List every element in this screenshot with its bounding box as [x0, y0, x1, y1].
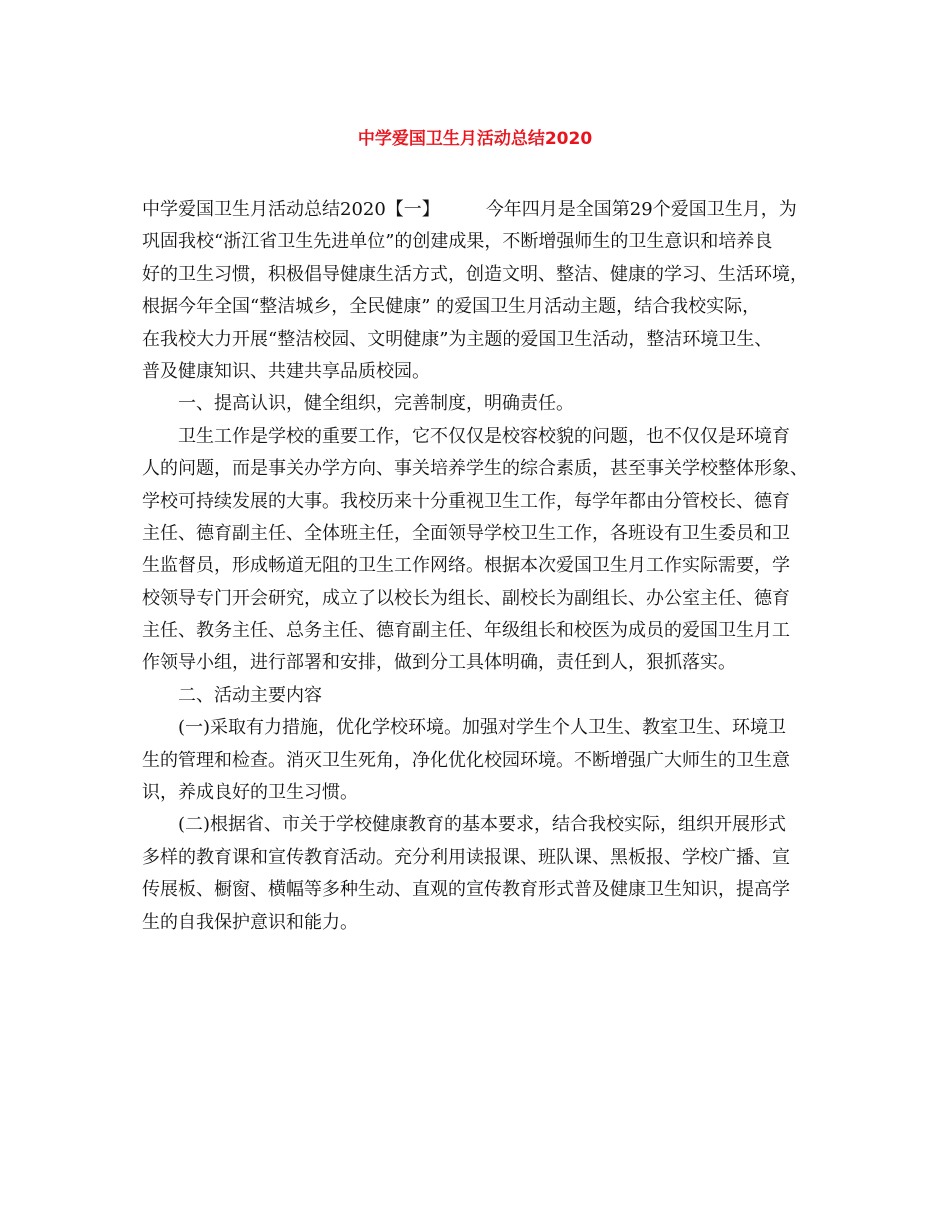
section1-heading-line: [142, 388, 812, 420]
text-line: 主任、教务主任、总务主任、德育副主任、年级组长和校医为成员的爱国卫生月工: [142, 620, 790, 642]
section2-item1-first-line: [142, 712, 812, 744]
text-line: 识，养成良好的卫生习惯。: [142, 782, 358, 804]
section2-heading-line: [142, 680, 812, 712]
section2-item2-first-line: [142, 809, 812, 841]
intro-heading: 中学爱国卫生月活动总结2020【一】: [142, 199, 440, 220]
text-line: 巩固我校“浙江省卫生先进单位”的创建成果，不断增强师生的卫生意识和培养良: [142, 231, 773, 253]
text-line: 生的自我保护意识和能力。: [142, 911, 358, 933]
text-line: 普及健康知识、共建共享品质校园。: [142, 360, 430, 382]
intro-first-line: [142, 194, 812, 226]
section2-item2-first-text: (二)根据省、市关于学校健康教育的基本要求，结合我校实际，组织开展形式: [178, 814, 787, 836]
text-line: 人的问题，而是事关办学方向、事关培养学生的综合素质，甚至事关学校整体形象、: [142, 458, 808, 480]
section2-heading: 二、活动主要内容: [178, 684, 322, 706]
text-line: 作领导小组，进行部署和安排，做到分工具体明确，责任到人，狠抓落实。: [142, 652, 736, 674]
document-title: 中学爱国卫生月活动总结2020: [357, 129, 593, 149]
document-body: [142, 194, 812, 939]
text-line: 校领导专门开会研究，成立了以校长为组长、副校长为副组长、办公室主任、德育: [142, 587, 790, 609]
text-line: 多样的教育课和宣传教育活动。充分利用读报课、班队课、黑板报、学校广播、宣: [142, 846, 790, 868]
text-line: 生的管理和检查。消灭卫生死角，净化优化校园环境。不断增强广大师生的卫生意: [142, 749, 790, 771]
section1-para-first-text: 卫生工作是学校的重要工作，它不仅仅是校容校貌的问题，也不仅仅是环境育: [178, 425, 790, 447]
text-line: 生监督员，形成畅道无阻的卫生工作网络。根据本次爱国卫生月工作实际需要，学: [142, 555, 790, 577]
section2-item1-first-text: (一)采取有力措施，优化学校环境。加强对学生个人卫生、教室卫生、环境卫: [178, 717, 787, 739]
text-line: 传展板、橱窗、横幅等多种生动、直观的宣传教育形式普及健康卫生知识，提高学: [142, 879, 790, 901]
text-line: 好的卫生习惯，积极倡导健康生活方式，创造文明、整洁、健康的学习、生活环境，: [142, 263, 808, 285]
intro-first-line-text: 今年四月是全国第29个爱国卫生月，为: [485, 199, 797, 220]
text-line: 主任、德育副主任、全体班主任，全面领导学校卫生工作，各班设有卫生委员和卫: [142, 522, 790, 544]
section1-para-first-line: [142, 421, 812, 453]
section1-heading: 一、提高认识，健全组织，完善制度，明确责任。: [178, 393, 574, 415]
text-line: 学校可持续发展的大事。我校历来十分重视卫生工作，每学年都由分管校长、德育: [142, 490, 790, 512]
text-line: 根据今年全国“整洁城乡，全民健康” 的爱国卫生月活动主题，结合我校实际，: [142, 296, 761, 318]
text-line: 在我校大力开展“整洁校园、文明健康”为主题的爱国卫生活动，整洁环境卫生、: [142, 328, 773, 350]
